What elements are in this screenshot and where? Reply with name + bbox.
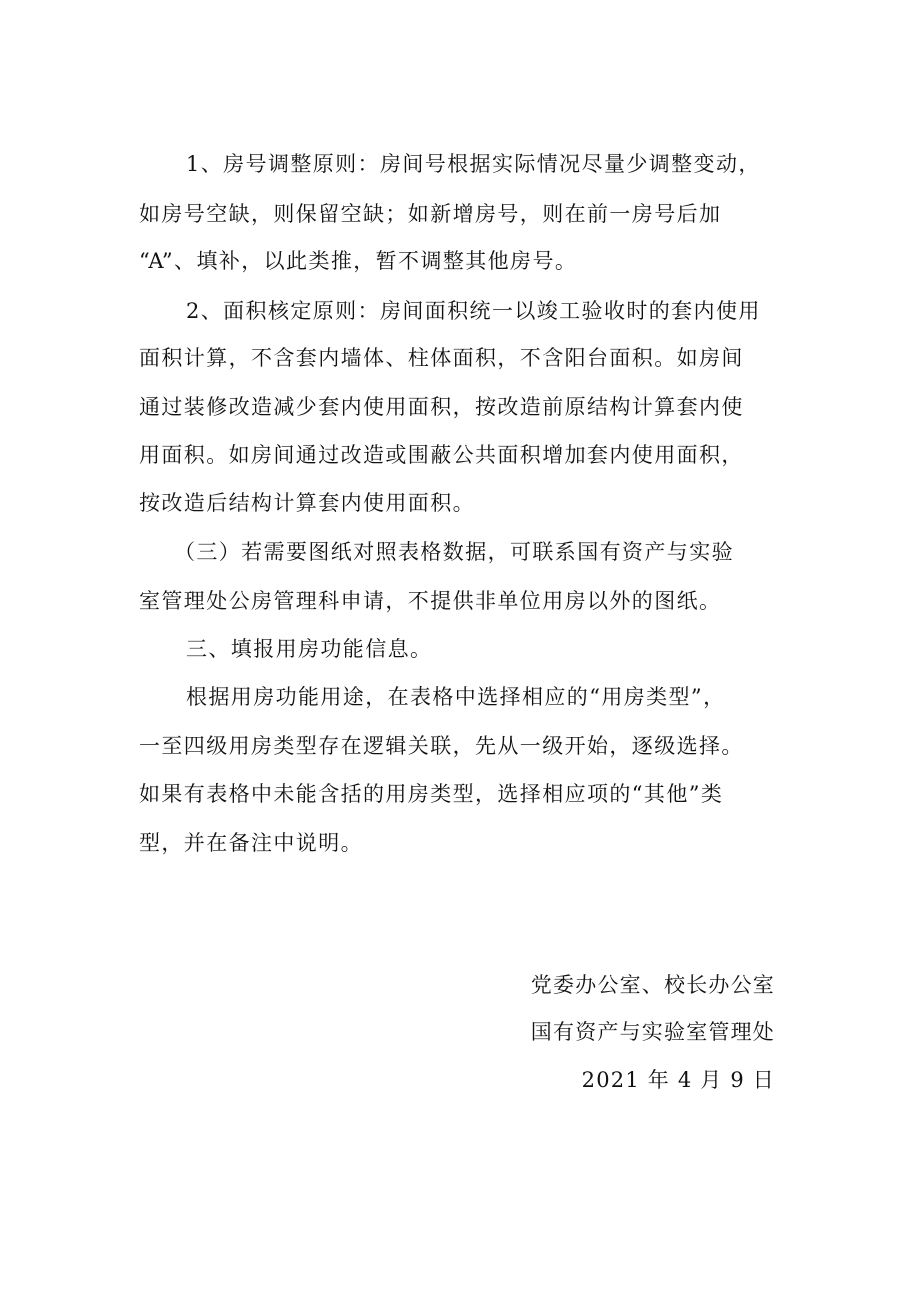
paragraph-line: 通过装修改造减少套内使用面积，按改造前原结构计算套内使	[139, 395, 744, 419]
paragraph-line: 如房号空缺，则保留空缺；如新增房号，则在前一房号后加	[139, 202, 722, 226]
paragraph-line: 型，并在备注中说明。	[139, 831, 363, 855]
paragraph-line: 按改造后结构计算套内使用面积。	[139, 491, 475, 515]
paragraph-line: （三）若需要图纸对照表格数据，可联系国有资产与实验	[174, 540, 734, 564]
paragraph-line: 2、面积核定原则：房间面积统一以竣工验收时的套内使用	[186, 299, 761, 323]
section-heading: 三、填报用房功能信息。	[186, 637, 433, 661]
paragraph-line: 室管理处公房管理科申请，不提供非单位用房以外的图纸。	[139, 589, 722, 613]
paragraph-line: 一至四级用房类型存在逻辑关联，先从一级开始，逐级选择。	[139, 734, 744, 758]
paragraph-line: 面积计算，不含套内墙体、柱体面积，不含阳台面积。如房间	[139, 346, 744, 370]
paragraph-line: 根据用房功能用途，在表格中选择相应的“用房类型”，	[186, 685, 726, 709]
paragraph-line: 用面积。如房间通过改造或围蔽公共面积增加套内使用面积，	[139, 443, 744, 467]
signature-org-2: 国有资产与实验室管理处	[530, 1020, 775, 1044]
paragraph-line: “A”、填补，以此类推，暂不调整其他房号。	[139, 249, 578, 273]
paragraph-line: 如果有表格中未能含括的用房类型，选择相应项的“其他”类	[139, 782, 724, 806]
signature-date: 2021 年 4 月 9 日	[581, 1068, 775, 1092]
paragraph-line: 1、房号调整原则：房间号根据实际情况尽量少调整变动，	[186, 152, 761, 176]
signature-org-1: 党委办公室、校长办公室	[530, 973, 775, 997]
